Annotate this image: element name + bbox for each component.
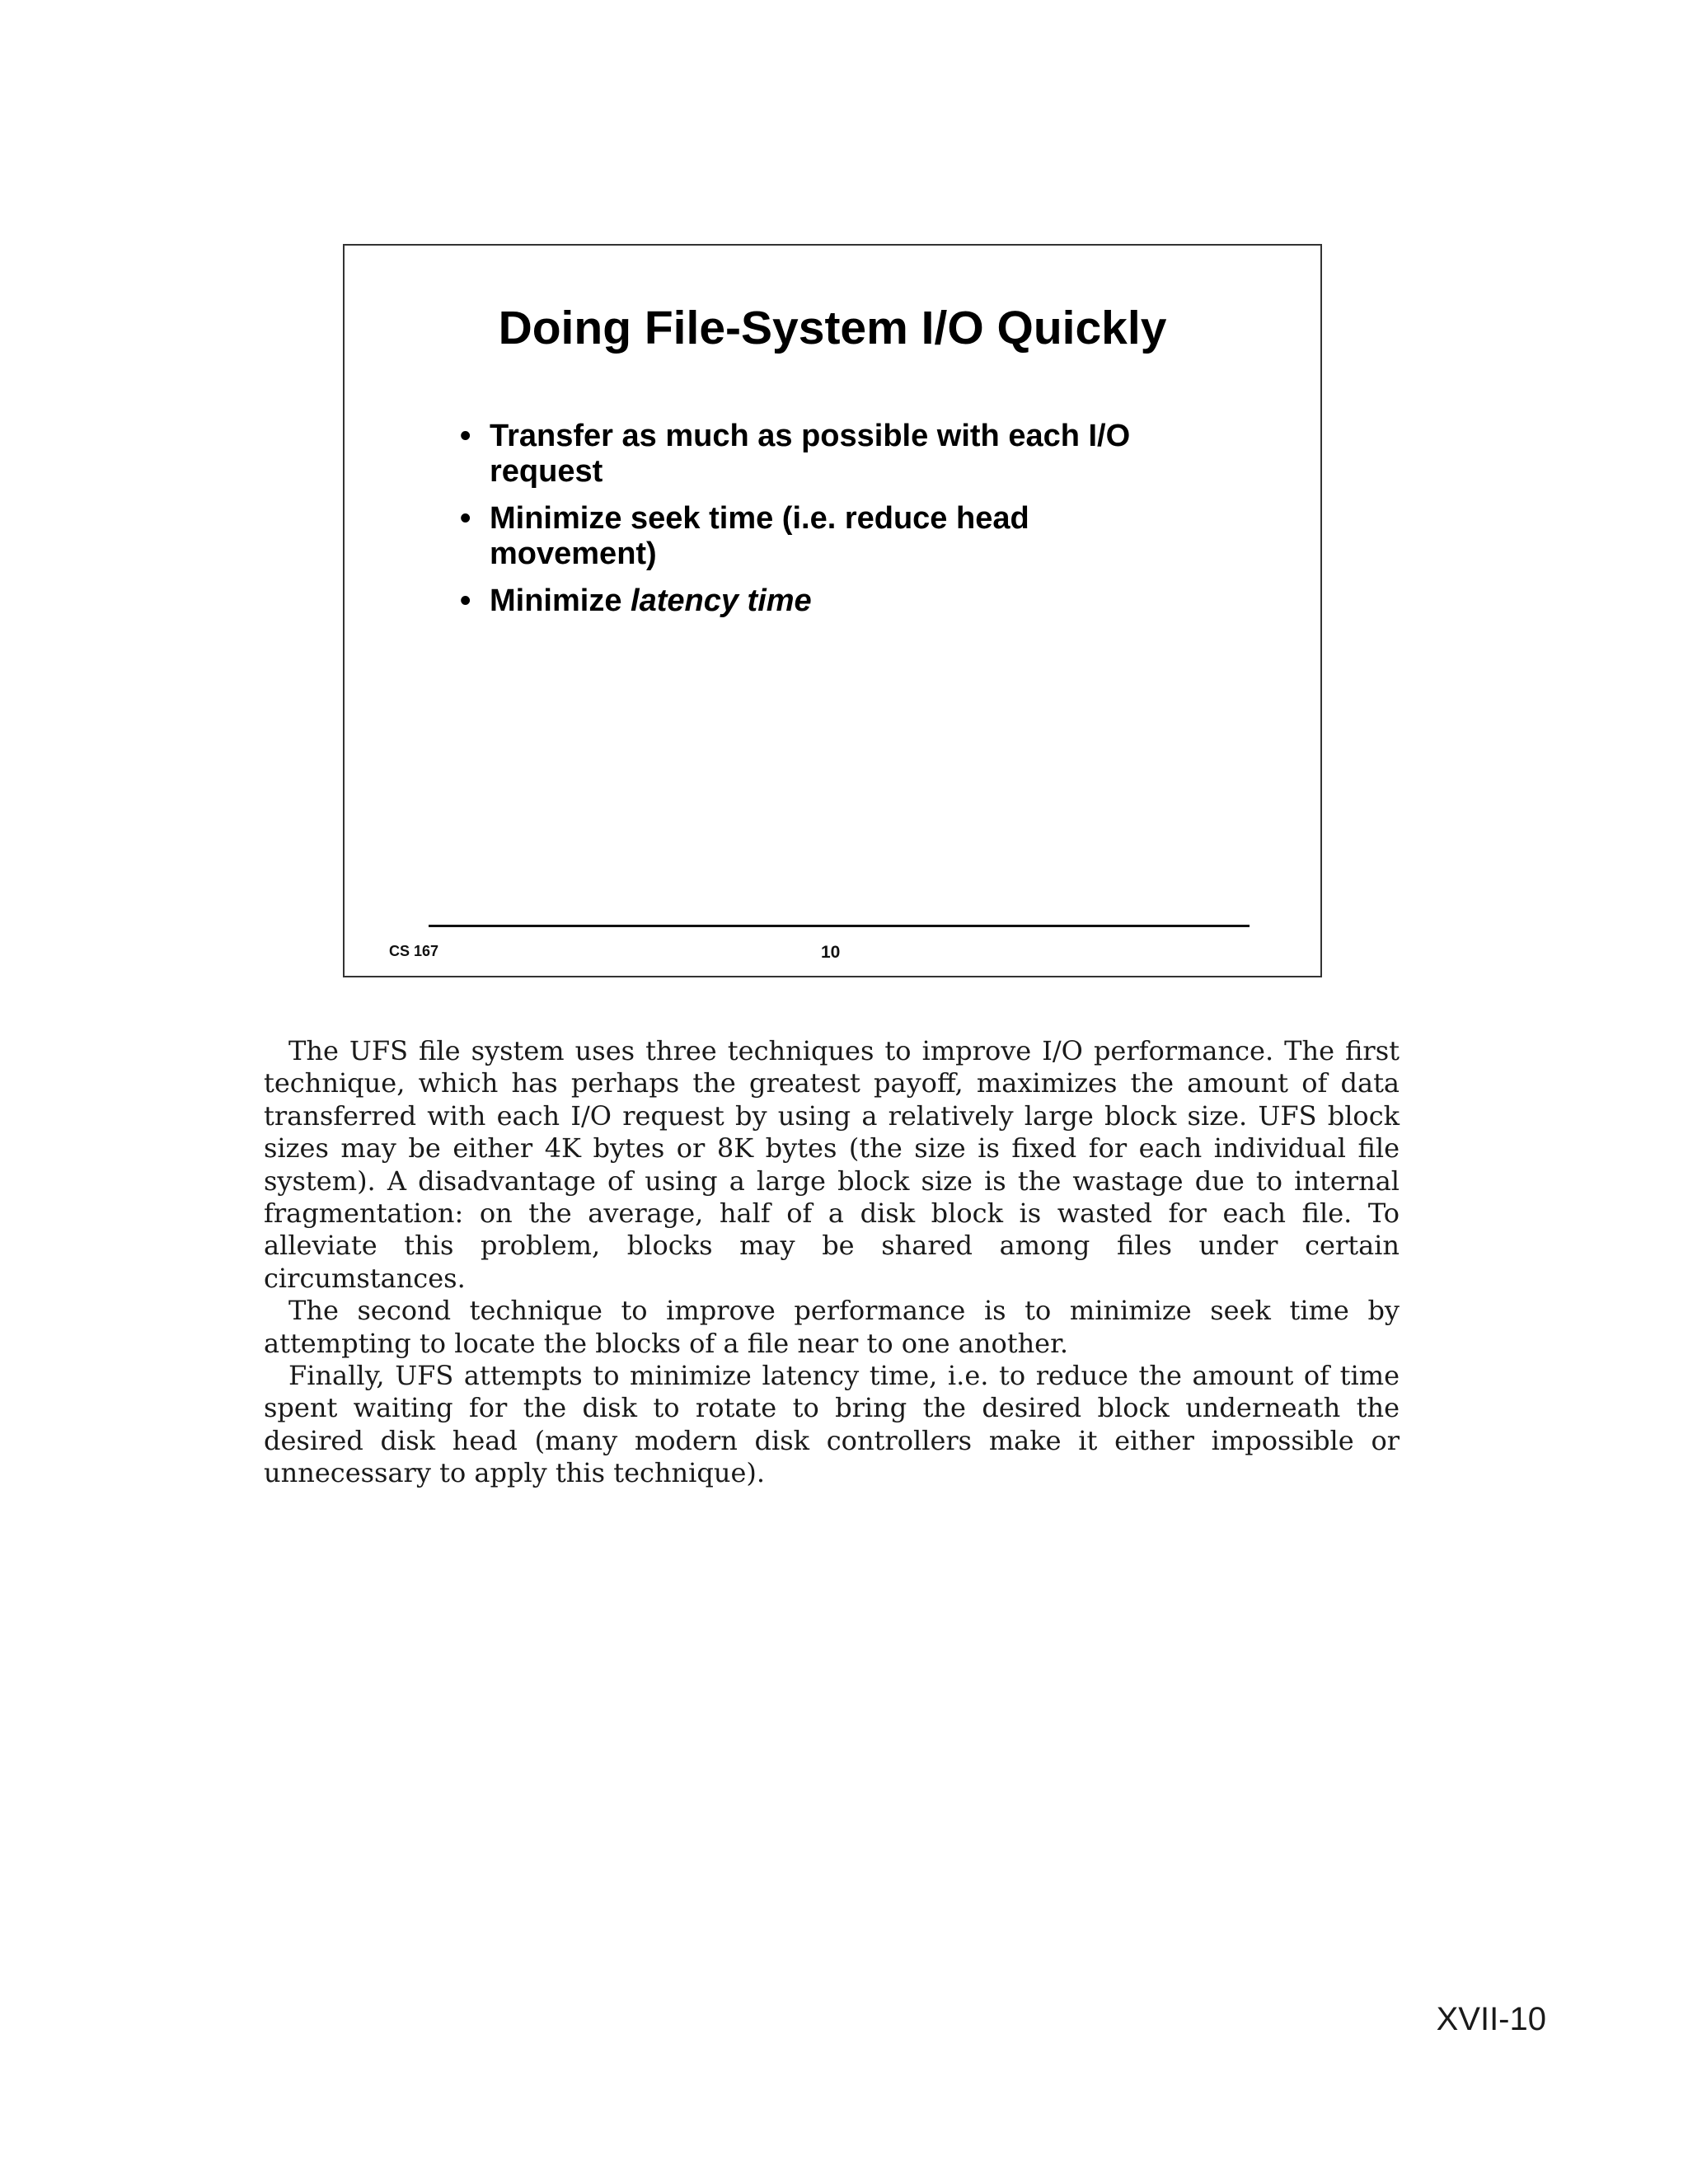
slide	[343, 244, 1322, 977]
lecture-notes	[264, 1035, 1400, 1490]
slide-bullet	[460, 501, 1202, 572]
slide-bullet	[460, 583, 1202, 619]
slide-title: Doing File-System I/O Quickly	[498, 302, 1167, 354]
page-number: XVII-10	[1436, 2001, 1546, 2037]
slide-number: 10	[821, 943, 841, 962]
slide-bullet-list	[460, 419, 1202, 630]
bullet-text: Minimize seek time (i.e. reduce head movement)	[490, 501, 1029, 571]
notes-paragraph: The UFS file system uses three techniques to improve I/O performance. The first technique, which has perhaps the greatest payoff, maximizes the amount of data transferred with each I/O request by using a relatively large block size. UFS block sizes may be either 4K bytes or 8K bytes (the size is fixed for each individual file system). A disadvantage of using a large block size is the wastage due to internal fragmentation: on the average, half of a disk block is wasted for each file. To alleviate this problem, blocks may be shared among files under certain circumstances.	[264, 1035, 1400, 1294]
notes-paragraph: Finally, UFS attempts to minimize latency time, i.e. to reduce the amount of time spent waiting for the disk to rotate to bring the desired block underneath the desired disk head (many modern disk controllers make it either impossible or unnecessary to apply this technique).	[264, 1360, 1400, 1489]
bullet-dot: •	[460, 419, 471, 453]
slide-bullet	[460, 419, 1202, 490]
bullet-dot: •	[460, 583, 471, 618]
bullet-text-italic: latency time	[631, 583, 812, 618]
slide-course-label: CS 167	[389, 943, 439, 959]
bullet-text: Minimize	[490, 583, 631, 618]
notes-paragraph: The second technique to improve performance is to minimize seek time by attempting to locate the blocks of a file near to one another.	[264, 1295, 1400, 1359]
bullet-dot: •	[460, 501, 471, 536]
bullet-text: Transfer as much as possible with each I/O request	[490, 419, 1131, 489]
slide-footer-rule	[429, 925, 1250, 927]
